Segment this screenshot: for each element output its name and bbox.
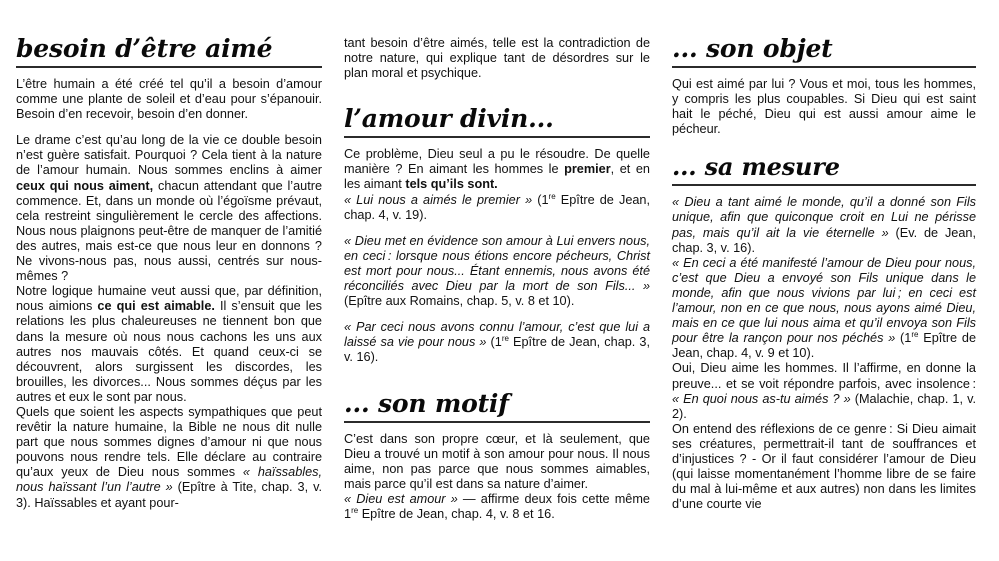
scripture-block — [344, 234, 650, 309]
scripture-quote: « Par ceci nous avons connu l’amour, c’est que lui a laissé sa vie pour nous » — [344, 320, 650, 350]
paragraph — [16, 284, 322, 405]
scripture-quote: « haïssables, nous haïssant l’un l’autre » — [16, 465, 323, 495]
paragraph-text: Quels que soient les aspects sympathiques que peut revêtir la nature humaine, la Bible ne nous dit nulle part que nous sommes dignes d’amour ni que nous pouvons nous rendre tels. Elle déclare au contraire qu’aux yeux de Dieu nous sommes — [16, 404, 322, 480]
heading-rule — [16, 66, 322, 68]
scripture-quote: « En quoi nous as-tu aimés ? » — [672, 391, 851, 406]
paragraph — [672, 361, 976, 421]
scripture-quote: « Dieu a tant aimé le monde, qu’il a donné son Fils unique, afin que quiconque croit en Lui ne périsse pas, mais qu’il ait la vie éternelle » — [672, 195, 976, 240]
paragraph-text: L’être humain a été créé tel qu’il a besoin d’amour comme une plante de soleil et d’eau pour s’épanouir. Besoin d’en recevoir, besoin d’en donner. — [16, 77, 322, 122]
scripture-reference: (Malachie, chap. 1, v. 2). — [672, 391, 976, 421]
scripture-quote: « Lui nous a aimés le premier » — [344, 192, 533, 207]
scripture-reference: (1 — [895, 331, 912, 346]
paragraph-text: Ce problème, Dieu seul a pu le résoudre. De quelle manière ? En aimant les hommes le — [344, 147, 650, 177]
scripture-quote: « Dieu est amour » — [344, 491, 458, 506]
paragraph-text: On entend des réflexions de ce genre : Si Dieu aimait ses créatures, permettrait-il tant de souffrances et d’injustices ? - Or il faut considérer l’amour de Dieu (qui laisse momentanément l’homme libre de se faire du mal à lui-même et aux autres) non dans les limites d’une courte vie — [672, 421, 976, 512]
scripture-reference: (Epître aux Romains, chap. 5, v. 8 et 10). — [344, 294, 575, 309]
paragraph — [344, 492, 650, 522]
scripture-reference: Epître de Jean, chap. 4, v. 19). — [344, 192, 651, 222]
scripture-block — [672, 256, 976, 362]
paragraph-text: Epître de Jean, chap. 4, v. 8 et 16. — [358, 506, 555, 521]
paragraph-text: C’est dans son propre cœur, et là seulement, que Dieu a trouvé un motif à son amour pour nous. Il nous aime, non pas parce que nous sommes aimables, mais parce qu’il est dans sa nature d’aimer. — [344, 431, 650, 491]
scripture-quote: « En ceci a été manifesté l’amour de Dieu pour nous, c’est que Dieu a envoyé son Fils unique dans le monde, afin que nous vivions par lui ; en ceci est l’amour, non en ce que nous, nous ayons aimé Dieu, mais en ce que lui nous aima et qu’il envoya son Fils pour être la rançon pour nos péchés » — [672, 255, 976, 346]
ordinal-suffix: re — [548, 191, 556, 201]
emphasis-text: ceux qui nous aiment, — [16, 178, 154, 193]
heading-rule — [344, 136, 650, 138]
scripture-reference: (Ev. de Jean, chap. 3, v. 16). — [672, 225, 977, 255]
scripture-block — [344, 320, 650, 365]
ordinal-suffix: re — [501, 334, 509, 344]
paragraph — [16, 133, 322, 284]
paragraph-text: Qui est aimé par lui ? Vous et moi, tous les hommes, y compris les plus coupables. Si Dieu qui est saint hait le péché, Dieu qui est aussi amour aime le pécheur. — [672, 77, 976, 137]
heading-besoin-detre-aime: besoin d’être aimé — [16, 34, 273, 63]
scripture-reference: Epître de Jean, chap. 4, v. 9 et 10). — [672, 331, 977, 361]
heading-lamour-divin: l’amour divin... — [344, 104, 554, 134]
ordinal-suffix: re — [351, 505, 359, 515]
heading-rule — [344, 421, 650, 423]
text-column-3 — [672, 36, 976, 512]
text-column-1 — [16, 36, 322, 511]
scripture-reference: (1 — [532, 192, 549, 207]
paragraph-text: Il s’ensuit que les relations les plus chaleureuses ne tiennent bon que dans la mesure où nous nous cachons les uns aux autres nos mauvais côtés. Et quand ceux-ci se découvrent, alors surgissent les discordes, les brouilles, les divorces... Nous sommes déçus par les autres et eux le sont par nous. — [16, 299, 323, 404]
ordinal-suffix: re — [911, 329, 919, 339]
scripture-reference: (1 — [486, 335, 502, 350]
scripture-block — [672, 195, 976, 255]
text-column-2 — [344, 36, 650, 522]
paragraph-text: chacun attendant que l’autre commence. Et, dans un monde où l’égoïsme prévaut, cela restreint singulièrement le cercle des affections. Nous nous plaignons peut-être de manquer de l’amitié des autres, mais est-ce que nous leur en donnons ? Ne vivons-nous pas, nous aussi, centrés sur nous-mêmes ? — [16, 178, 323, 284]
emphasis-text: tels qu’ils sont. — [405, 177, 498, 192]
emphasis-text: ce qui est aimable. — [97, 299, 215, 314]
scripture-reference: Epître de Jean, chap. 3, v. 16). — [344, 335, 650, 365]
scripture-reference: (Epître à Tite, chap. 3, v. 3). Haïssables et ayant pour- — [16, 480, 322, 510]
paragraph-text: tant besoin d’être aimés, telle est la contradiction de notre nature, qui explique tant de désordres sur le plan moral et psychique. — [344, 36, 650, 81]
emphasis-text: premier — [564, 162, 611, 177]
heading-son-motif: ... son motif — [344, 388, 509, 418]
paragraph-text: Le drame c’est qu’au long de la vie ce double besoin n’est guère satisfait. Pourquoi ? Cela tient à la nature de l’amour humain. Nous sommes enclins à aimer — [16, 133, 322, 178]
paragraph — [672, 77, 976, 137]
paragraph — [344, 432, 650, 492]
heading-rule — [672, 184, 976, 186]
section-spacer — [344, 81, 650, 106]
paragraph — [344, 147, 650, 192]
heading-son-objet: ... son objet — [672, 34, 833, 63]
heading-rule — [672, 66, 976, 68]
paragraph-text: — affirme deux fois cette même 1 — [344, 491, 650, 521]
paragraph-continuation — [344, 36, 650, 81]
paragraph — [16, 77, 322, 122]
section-spacer — [344, 366, 650, 391]
paragraph — [672, 422, 976, 513]
scripture-quote: « Dieu met en évidence son amour à Lui envers nous, en ceci : lorsque nous étions encore pécheurs, Christ est mort pour nous... Étant ennemis, nous avons été réconciliés avec Dieu par la mort de son Fils... » — [344, 233, 650, 294]
paragraph-text: Oui, Dieu aime les hommes. Il l’affirme, en donne la preuve... et se voit répondre parfois, avec insolence : — [672, 361, 976, 391]
heading-sa-mesure: ... sa mesure — [672, 152, 840, 182]
paragraph-text: , et en les aimant — [344, 162, 650, 192]
scripture-block — [344, 193, 650, 223]
paragraph — [16, 405, 322, 511]
paragraph-text: Notre logique humaine veut aussi que, par définition, nous aimions — [16, 284, 322, 314]
